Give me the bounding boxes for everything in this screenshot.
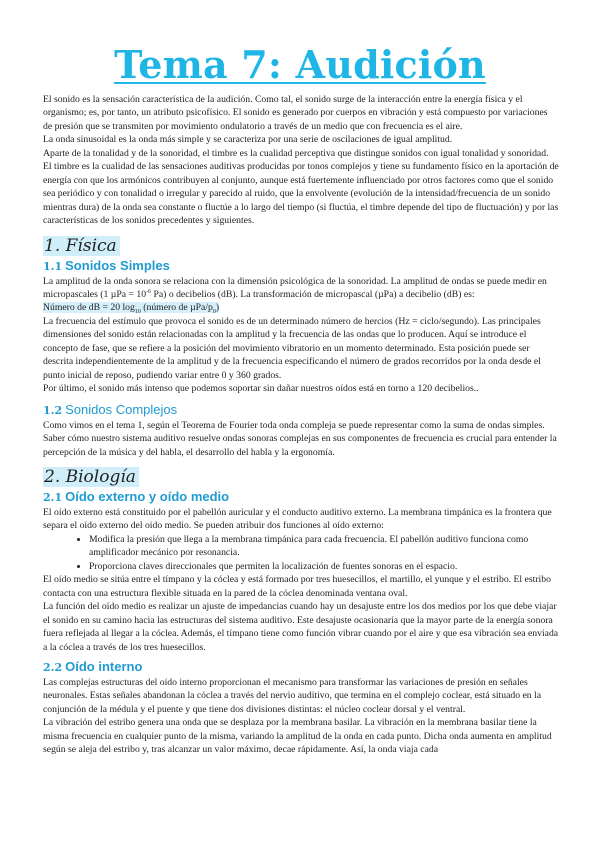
subsection-heading-sonidos-complejos bbox=[43, 402, 559, 419]
formula-decibelios: Número de dB = 20 $\log_{10}$ (número de µPa/$p_0$) bbox=[43, 302, 220, 316]
subsection-title: Oído externo y oído medio bbox=[65, 488, 230, 504]
paragraph-frecuencia: La frecuencia del estímulo que provoca el sonido es de un determinado número de hercios (Hz = ciclo/segundo). Las principales dimensiones del sonido están relacionadas con la amplitud y la frecuencia de las ondas que lo producen. Aquí se introduce el concepto de fase, que se refiere a la posición del movimiento vibratorio en un momento determinado. Esta posición puede ser descrita independientemente de la amplitud y de la frecuencia especificando el número de grados recorridos por la onda desde el punto inicial de reposo, pudiendo variar entre 0 y 360 grados. bbox=[43, 315, 541, 381]
document-body bbox=[43, 93, 559, 757]
subsection-heading-oido-interno bbox=[43, 659, 559, 676]
subsection-heading-sonidos-simples bbox=[43, 258, 559, 275]
subsection-title: Oído interno bbox=[65, 658, 143, 674]
subsection-title: Sonidos Simples bbox=[65, 257, 170, 273]
paragraph-impedancias: La función del oído medio es realizar un ajuste de impedancias cuando hay un desajuste entre los dos medios por los que debe viajar el sonido en su camino hacia las estructuras del sistema auditivo. Este desajuste ocasionaría que la mayor parte de la energía sonora fuera reflejada al llegar a la cóclea. Además, el tímpano tiene como función vibrar cuando por el aire y que esa vibración sea enviada a la cóclea a través de los tres huesecillos. bbox=[43, 601, 559, 653]
page-title: Tema 7: Audición bbox=[114, 42, 486, 87]
subsection-number: 1.1 bbox=[43, 259, 63, 273]
paragraph-intensidad: Por último, el sonido más intenso que podemos soportar sin dañar nuestros oídos está en torno a 120 decibelios.. bbox=[43, 383, 479, 395]
paragraph-amplitud: La amplitud de la onda sonora se relaciona con la dimensión psicológica de la sonoridad. La amplitud de ondas se puede medir en micropascales (1 $\mu Pa = 10^{-6}$ Pa) o decibelios (dB). La transformación de micropascal (µPa) a decibelio (dB) es: bbox=[43, 275, 547, 300]
subsection-heading-oido-externo bbox=[43, 489, 559, 506]
paragraph-oido-medio: El oído medio se sitúa entre el tímpano y la cóclea y está formado por tres huesecillos, el martillo, el yunque y el estribo. El estribo contacta con una estructura flexible situada en la pared de la cóclea denominada ventana oval. bbox=[43, 574, 551, 599]
subsection-number: 2.1 bbox=[43, 490, 63, 504]
list-item: • Modifica la presión que llega a la membrana timpánica para cada frecuencia. El pabellón auditivo funciona como amplificador mecánico por resonancia. bbox=[89, 533, 559, 560]
list-item: • Proporciona claves direccionales que permiten la localización de fuentes sonoras en el espacio. bbox=[89, 560, 559, 573]
intro-paragraph-2: La onda sinusoidal es la onda más simple y se caracteriza por una serie de oscilaciones de igual amplitud. bbox=[43, 134, 453, 146]
paragraph-fourier: Como vimos en el tema 1, según el Teorema de Fourier toda onda compleja se puede representar como la suma de ondas simples. Saber cómo nuestro sistema auditivo resuelve ondas sonoras complejas en sus componentes de frecuencia es crucial para entender la percepción de la música y del habla, el desarrollo del habla y la ergonomía. bbox=[43, 419, 557, 458]
section-heading-biologia: 2. Biología bbox=[43, 467, 139, 487]
paragraph-oido-externo: El oído externo está constituido por el pabellón auricular y el conducto auditivo externo. La membrana timpánica es la frontera que separa el oído externo del oído medio. Se pueden atribuir dos funciones al oído externo: bbox=[43, 506, 552, 532]
paragraph-membrana-basilar: La vibración del estribo genera una onda que se desplaza por la membrana basilar. La vibración en la membrana basilar tiene la misma frecuencia en cualquier punto de la misma, variando la amplitud de la onda en cada punto. Dicha onda aumenta en amplitud según se aleja del estribo y, tras alcanzar un valor máximo, decae rápidamente. Así, la onda viaja cada bbox=[43, 717, 552, 756]
paragraph-oido-interno: Las complejas estructuras del oído interno proporcionan el mecanismo para transformar las variaciones de presión en señales neuronales. Estas señales abandonan la cóclea a través del nervio auditivo, que termina en el complejo coclear, está situado en la conjunción de la médula y el puente y que tiene dos divisiones distintas: el núcleo coclear dorsal y el ventral. bbox=[43, 676, 542, 715]
section-heading-fisica: 1. Física bbox=[43, 236, 120, 256]
funciones-list bbox=[43, 533, 559, 573]
intro-paragraph-3: Aparte de la tonalidad y de la sonoridad, el timbre es la cualidad perceptiva que distingue sonidos con igual tonalidad y sonoridad. El timbre es la cualidad de las sensaciones auditivas producidas por tonos complejos y tiene su fundamento físico en la aportación de energía con que los armónicos contribuyen al conjunto, aunque está fuertemente influenciado por otros factores como que el sonido sea periódico y con tonalidad o irregular y parecido al ruido, que la envolvente (evolución de la intensidad/frecuencia de un sonido mientras dura) de la onda sea constante o fluctúe a lo largo del tiempo (si fluctúa, el timbre depende del tipo de fluctuación) y por las características de los sonidos precedentes y siguientes. bbox=[43, 147, 559, 227]
subsection-number: 2.2 bbox=[43, 660, 63, 674]
subsection-number: 1.2 bbox=[43, 403, 63, 417]
subsection-title: Sonidos Complejos bbox=[65, 401, 178, 417]
intro-paragraph-1: El sonido es la sensación característica de la audición. Como tal, el sonido surge de la interacción entre la energía física y el organismo; es, por tanto, un atributo psicofísico. El sonido es generado por cuerpos en vibración y está compuesto por variaciones de presión que se transmiten por movimiento ondulatorio a través de un medio que con frecuencia es el aire. bbox=[43, 94, 548, 132]
